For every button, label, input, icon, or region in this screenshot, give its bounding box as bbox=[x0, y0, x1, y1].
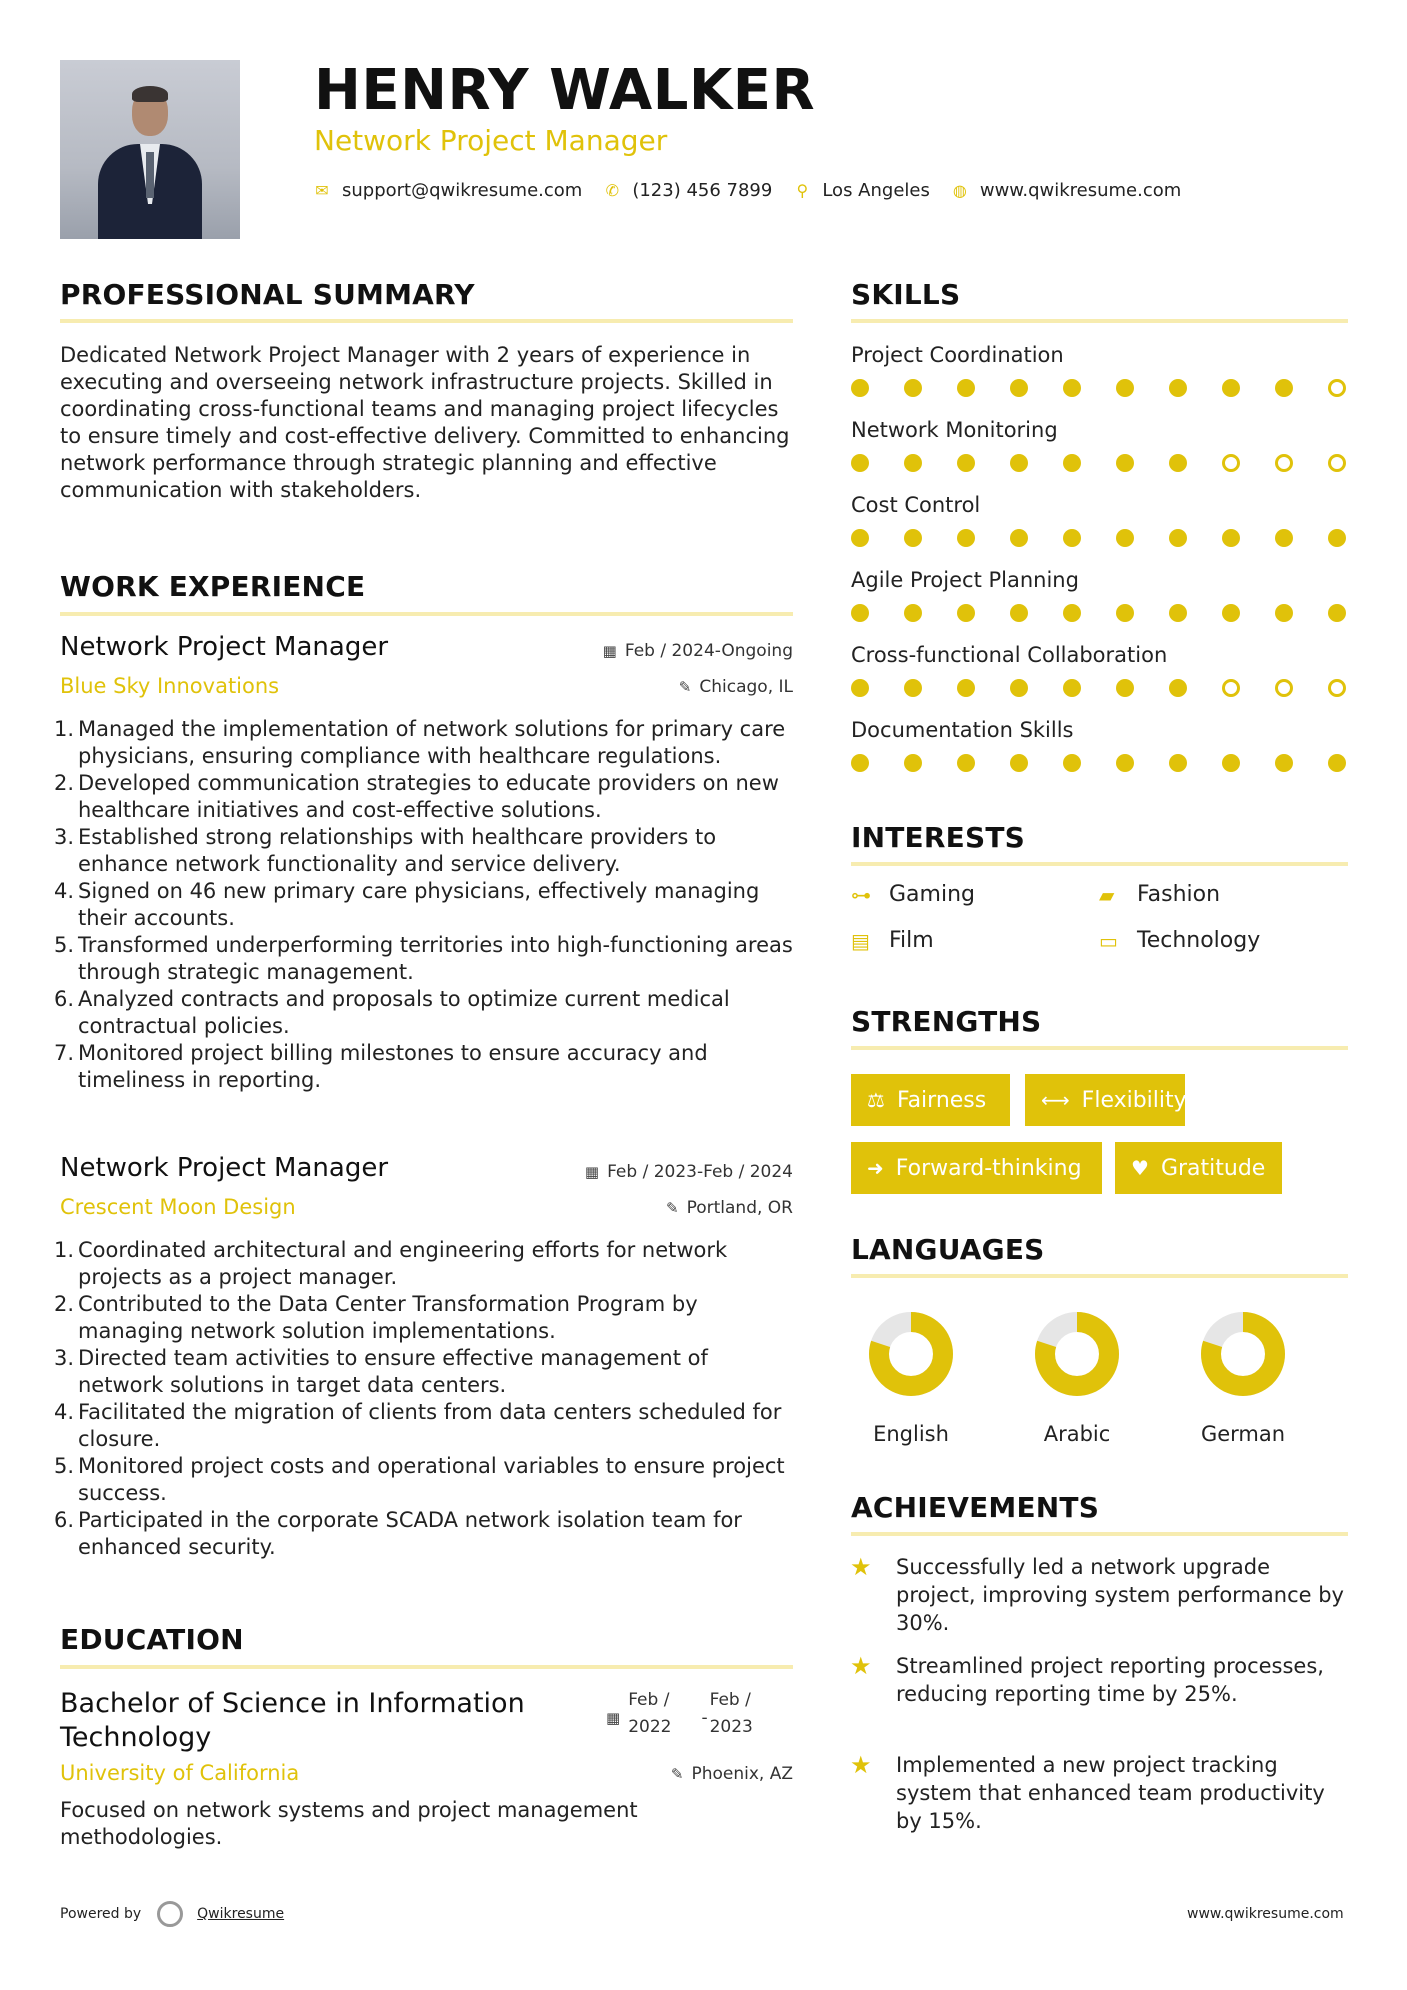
skill-rating bbox=[851, 529, 1346, 547]
rating-dot-filled bbox=[1169, 754, 1187, 772]
rating-dot-filled bbox=[1328, 754, 1346, 772]
scale-icon: ⚖ bbox=[867, 1088, 885, 1112]
rating-dot-filled bbox=[1222, 379, 1240, 397]
rating-dot-filled bbox=[851, 754, 869, 772]
rating-dot-filled bbox=[1116, 379, 1134, 397]
rating-dot-filled bbox=[1010, 604, 1028, 622]
rating-dot-filled bbox=[1063, 679, 1081, 697]
section-heading-achievements: ACHIEVEMENTS bbox=[851, 1491, 1100, 1524]
rating-dot-filled bbox=[1275, 604, 1293, 622]
rating-dot-filled bbox=[957, 754, 975, 772]
school-name: University of California bbox=[60, 1761, 300, 1785]
rating-dot-filled bbox=[1328, 529, 1346, 547]
calendar-icon: ▦ bbox=[606, 1709, 621, 1727]
company-name: Crescent Moon Design bbox=[60, 1195, 296, 1219]
skill-name: Project Coordination bbox=[851, 343, 1064, 367]
rating-dot-filled bbox=[1010, 454, 1028, 472]
location: Los Angeles bbox=[822, 180, 930, 201]
rating-dot-filled bbox=[1222, 529, 1240, 547]
rating-dot-empty bbox=[1222, 454, 1240, 472]
section-heading-languages: LANGUAGES bbox=[851, 1233, 1045, 1266]
list-item: 3. Established strong relationships with healthcare providers to enhance network functionality and service delivery. bbox=[54, 825, 717, 876]
strength-tag: ♥ Gratitude bbox=[1115, 1142, 1282, 1194]
pin-icon: ✎ bbox=[670, 1765, 684, 1783]
rating-dot-filled bbox=[1116, 679, 1134, 697]
interest-gaming: ⊶ Gaming bbox=[851, 882, 975, 907]
skill-name: Cost Control bbox=[851, 493, 981, 517]
skill-name: Cross-functional Collaboration bbox=[851, 643, 1168, 667]
skill-name: Agile Project Planning bbox=[851, 568, 1079, 592]
skill-row bbox=[851, 418, 1348, 493]
rating-dot-filled bbox=[851, 454, 869, 472]
envelope-icon: ✉ bbox=[315, 181, 329, 200]
language-label: Arabic bbox=[1043, 1422, 1111, 1446]
rating-dot-filled bbox=[1063, 604, 1081, 622]
star-icon: ★ bbox=[850, 1652, 872, 1680]
list-item: 4. Signed on 46 new primary care physicians, effectively managing their accounts. bbox=[54, 879, 760, 930]
rating-dot-filled bbox=[1116, 754, 1134, 772]
achievement-item: ★ Successfully led a network upgrade project, improving system performance by 30%. bbox=[850, 1553, 1344, 1635]
education-location: ✎ Phoenix, AZ bbox=[670, 1764, 793, 1784]
laptop-icon: ▭ bbox=[1099, 928, 1118, 953]
rating-dot-filled bbox=[851, 679, 869, 697]
rating-dot-filled bbox=[904, 604, 922, 622]
section-heading-summary: PROFESSIONAL SUMMARY bbox=[60, 278, 475, 311]
email[interactable]: support@qwikresume.com bbox=[342, 180, 583, 201]
list-item: 5. Transformed underperforming territories into high-functioning areas through strategic management. bbox=[54, 933, 793, 984]
summary-text: Dedicated Network Project Manager with 2 years of experience in executing and overseeing network infrastructure projects. Skilled in coordinating cross-functional teams and managing project lifecycles to ensure timely and cost-effective delivery. Committed to enhancing network performance through strategic planning and effective communication with stakeholders. bbox=[60, 343, 790, 502]
section-heading-strengths: STRENGTHS bbox=[851, 1005, 1042, 1038]
skill-rating bbox=[851, 379, 1346, 397]
skill-rating bbox=[851, 754, 1346, 772]
contact-bar bbox=[314, 180, 1203, 201]
skill-row bbox=[851, 718, 1348, 793]
candidate-name: HENRY WALKER bbox=[314, 58, 816, 123]
rating-dot-empty bbox=[1222, 679, 1240, 697]
language-ring bbox=[1033, 1310, 1121, 1398]
rating-dot-filled bbox=[1063, 754, 1081, 772]
section-heading-experience: WORK EXPERIENCE bbox=[60, 570, 366, 603]
phone-icon: ✆ bbox=[605, 181, 620, 200]
job-bullets bbox=[54, 1237, 795, 1561]
company-name: Blue Sky Innovations bbox=[60, 674, 280, 698]
interest-technology: ▭ Technology bbox=[1099, 928, 1261, 953]
divider bbox=[851, 1274, 1348, 1278]
rating-dot-empty bbox=[1275, 679, 1293, 697]
rating-dot-empty bbox=[1275, 454, 1293, 472]
star-icon: ★ bbox=[850, 1751, 872, 1779]
divider bbox=[851, 1046, 1348, 1050]
divider bbox=[851, 319, 1348, 323]
rating-dot-filled bbox=[904, 679, 922, 697]
list-item: 4. Facilitated the migration of clients from data centers scheduled for closure. bbox=[54, 1400, 782, 1451]
list-item: 1. Coordinated architectural and engineering efforts for network projects as a project manager. bbox=[54, 1238, 728, 1289]
rating-dot-filled bbox=[1010, 379, 1028, 397]
education-description: Focused on network systems and project management methodologies. bbox=[60, 1798, 638, 1849]
powered-by-label: Powered by bbox=[60, 1906, 142, 1922]
rating-dot-filled bbox=[1063, 379, 1081, 397]
skill-row bbox=[851, 343, 1348, 418]
skill-name: Network Monitoring bbox=[851, 418, 1058, 442]
language-german bbox=[1183, 1310, 1303, 1446]
rating-dot-filled bbox=[1116, 604, 1134, 622]
divider bbox=[851, 862, 1348, 866]
degree: Bachelor of Science in Information Technology bbox=[60, 1688, 525, 1753]
rating-dot-filled bbox=[957, 604, 975, 622]
star-icon: ★ bbox=[850, 1553, 872, 1581]
rating-dot-filled bbox=[1063, 529, 1081, 547]
footer-site[interactable]: www.qwikresume.com bbox=[1187, 1906, 1344, 1922]
rating-dot-filled bbox=[904, 754, 922, 772]
job-title: Network Project Manager bbox=[60, 632, 389, 662]
skills-list bbox=[851, 343, 1348, 793]
calendar-icon: ▦ bbox=[602, 642, 617, 660]
film-icon: ▤ bbox=[851, 928, 870, 953]
bag-icon: ▰ bbox=[1099, 882, 1115, 907]
rating-dot-filled bbox=[1222, 604, 1240, 622]
section-heading-skills: SKILLS bbox=[851, 278, 961, 311]
rating-dot-filled bbox=[1169, 604, 1187, 622]
footer-powered bbox=[60, 1901, 284, 1927]
rating-dot-empty bbox=[1328, 679, 1346, 697]
rating-dot-filled bbox=[957, 529, 975, 547]
profile-photo bbox=[60, 60, 240, 239]
rating-dot-filled bbox=[1116, 454, 1134, 472]
list-item: 2. Developed communication strategies to educate providers on new healthcare initiatives and cost-effective solutions. bbox=[54, 771, 779, 822]
candidate-title: Network Project Manager bbox=[314, 124, 668, 157]
rating-dot-filled bbox=[904, 379, 922, 397]
rating-dot-filled bbox=[904, 454, 922, 472]
pin-icon: ✎ bbox=[666, 1199, 679, 1217]
rating-dot-filled bbox=[1116, 529, 1134, 547]
job-bullets bbox=[54, 716, 795, 1094]
divider bbox=[60, 612, 793, 616]
rating-dot-filled bbox=[957, 454, 975, 472]
achievement-item: ★ Streamlined project reporting processes, reducing reporting time by 25%. bbox=[850, 1652, 1324, 1706]
rating-dot-filled bbox=[1169, 529, 1187, 547]
gamepad-icon: ⊶ bbox=[851, 882, 871, 907]
language-label: English bbox=[873, 1422, 949, 1446]
skill-rating bbox=[851, 454, 1346, 472]
skill-rating bbox=[851, 679, 1346, 697]
section-heading-education: EDUCATION bbox=[60, 1623, 244, 1656]
skill-rating bbox=[851, 604, 1346, 622]
heart-icon: ♥ bbox=[1131, 1156, 1149, 1180]
interest-fashion: ▰ Fashion bbox=[1099, 882, 1221, 907]
brand-link[interactable]: Qwikresume bbox=[197, 1906, 285, 1922]
rating-dot-filled bbox=[1063, 454, 1081, 472]
list-item: 3. Directed team activities to ensure effective management of network solutions in target data centers. bbox=[54, 1346, 708, 1397]
rating-dot-filled bbox=[904, 529, 922, 547]
rating-dot-filled bbox=[851, 529, 869, 547]
list-item: 6. Analyzed contracts and proposals to optimize current medical contractual policies. bbox=[54, 987, 730, 1038]
rating-dot-filled bbox=[1169, 379, 1187, 397]
globe-icon: ◍ bbox=[952, 181, 967, 200]
rating-dot-filled bbox=[1010, 679, 1028, 697]
skill-row bbox=[851, 493, 1348, 568]
rating-dot-filled bbox=[1169, 454, 1187, 472]
pin-icon: ✎ bbox=[678, 678, 692, 696]
divider bbox=[60, 319, 793, 323]
rating-dot-empty bbox=[1328, 454, 1346, 472]
divider bbox=[60, 1665, 793, 1669]
rating-dot-filled bbox=[1328, 604, 1346, 622]
education-dates: ▦ Feb / 2022 - Feb / 2023 bbox=[606, 1687, 753, 1741]
divider bbox=[851, 1532, 1348, 1536]
strength-tag: ⚖ Fairness bbox=[851, 1074, 1010, 1126]
rating-dot-filled bbox=[957, 379, 975, 397]
strength-tag: ➜ Forward-thinking bbox=[851, 1142, 1102, 1194]
job-title: Network Project Manager bbox=[60, 1153, 389, 1183]
skill-row bbox=[851, 643, 1348, 718]
language-ring bbox=[1199, 1310, 1287, 1398]
rating-dot-filled bbox=[1275, 379, 1293, 397]
job-dates: ▦ Feb / 2023-Feb / 2024 bbox=[584, 1162, 793, 1182]
rating-dot-empty bbox=[1328, 379, 1346, 397]
section-heading-interests: INTERESTS bbox=[851, 821, 1025, 854]
arrows-horizontal-icon: ⟷ bbox=[1041, 1088, 1070, 1112]
rating-dot-filled bbox=[851, 379, 869, 397]
rating-dot-filled bbox=[957, 679, 975, 697]
list-item: 1. Managed the implementation of network solutions for primary care physicians, ensuring compliance with healthcare regulations. bbox=[54, 717, 786, 768]
list-item: 2. Contributed to the Data Center Transformation Program by managing network solution implementations. bbox=[54, 1292, 698, 1343]
rating-dot-filled bbox=[1169, 679, 1187, 697]
job-location: ✎ Chicago, IL bbox=[678, 677, 793, 697]
language-arabic bbox=[1017, 1310, 1137, 1446]
language-label: German bbox=[1200, 1422, 1286, 1446]
interest-film: ▤ Film bbox=[851, 928, 934, 953]
phone[interactable]: (123) 456 7899 bbox=[632, 180, 773, 201]
rating-dot-filled bbox=[1010, 529, 1028, 547]
job-location: ✎ Portland, OR bbox=[666, 1198, 793, 1218]
website[interactable]: www.qwikresume.com bbox=[979, 180, 1182, 201]
rating-dot-filled bbox=[1222, 754, 1240, 772]
language-english bbox=[851, 1310, 971, 1446]
list-item: 7. Monitored project billing milestones to ensure accuracy and timeliness in reporting. bbox=[54, 1041, 708, 1092]
calendar-icon: ▦ bbox=[584, 1163, 600, 1181]
rating-dot-filled bbox=[1275, 754, 1293, 772]
job-dates: ▦ Feb / 2024-Ongoing bbox=[602, 641, 793, 661]
qwikresume-logo-icon bbox=[157, 1901, 183, 1927]
strength-tag: ⟷ Flexibility bbox=[1025, 1074, 1185, 1126]
list-item: 6. Participated in the corporate SCADA network isolation team for enhanced security. bbox=[54, 1508, 742, 1559]
rating-dot-filled bbox=[1010, 754, 1028, 772]
achievement-item: ★ Implemented a new project tracking system that enhanced team productivity by 15%. bbox=[850, 1751, 1325, 1833]
rating-dot-filled bbox=[1275, 529, 1293, 547]
rating-dot-filled bbox=[851, 604, 869, 622]
language-ring bbox=[867, 1310, 955, 1398]
arrow-right-icon: ➜ bbox=[867, 1156, 884, 1180]
map-pin-icon: ⚲ bbox=[796, 181, 809, 200]
skill-name: Documentation Skills bbox=[851, 718, 1074, 742]
list-item: 5. Monitored project costs and operational variables to ensure project success. bbox=[54, 1454, 785, 1505]
skill-row bbox=[851, 568, 1348, 643]
